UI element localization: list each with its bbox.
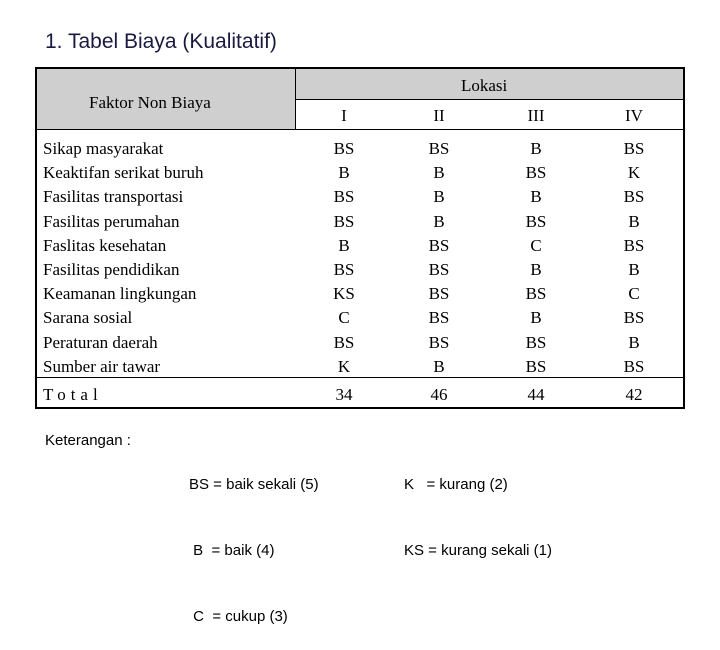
rating-cell: K xyxy=(337,356,351,376)
rating-cell: B xyxy=(628,332,640,352)
location-header: Lokasi xyxy=(461,76,508,95)
factor-label: Keamanan lingkungan xyxy=(43,284,197,304)
rating-cell: BS xyxy=(525,211,547,231)
rating-cell: B xyxy=(628,260,640,280)
cost-table xyxy=(35,67,685,409)
header-rule xyxy=(295,99,683,100)
total-value: 34 xyxy=(335,385,353,404)
rating-cell: BS xyxy=(525,284,547,304)
legend-entry: KS = kurang sekali (1) xyxy=(404,542,552,559)
rating-cell: BS xyxy=(623,187,645,207)
rating-cell: BS xyxy=(623,235,645,255)
rating-cell: BS xyxy=(333,139,355,158)
factor-list xyxy=(43,137,204,379)
rating-cell: BS xyxy=(525,332,547,352)
rating-cell: BS xyxy=(428,260,450,280)
rating-cell: B xyxy=(530,187,542,207)
legend-entry: K = kurang (2) xyxy=(404,476,508,493)
ratings-column-iv xyxy=(604,137,664,379)
rating-cell: BS xyxy=(623,356,645,376)
ratings-column-iii xyxy=(506,137,566,379)
column-header-i: I xyxy=(341,106,347,125)
total-value: 42 xyxy=(625,385,643,404)
rating-cell: BS xyxy=(525,163,547,183)
rating-cell: B xyxy=(433,356,445,376)
column-header-iv: IV xyxy=(625,106,643,125)
page-title: 1. Tabel Biaya (Kualitatif) xyxy=(45,30,277,53)
rating-cell: C xyxy=(628,284,640,304)
column-header-ii: II xyxy=(433,106,445,125)
legend-entry: BS = baik sekali (5) xyxy=(189,476,319,493)
rating-cell: C xyxy=(530,235,542,255)
rating-cell: BS xyxy=(428,308,450,328)
rating-cell: B xyxy=(530,260,542,280)
rating-cell: BS xyxy=(428,284,450,304)
total-value: 46 xyxy=(430,385,448,404)
rating-cell: BS xyxy=(333,187,355,207)
rating-cell: B xyxy=(338,235,350,255)
factor-label: Fasilitas pendidikan xyxy=(43,260,180,280)
header-bottom-rule xyxy=(37,129,683,130)
rating-cell: BS xyxy=(428,235,450,255)
factor-label: Keaktifan serikat buruh xyxy=(43,163,204,183)
rating-cell: BS xyxy=(623,139,645,158)
factor-label: Sikap masyarakat xyxy=(43,139,164,158)
rating-cell: BS xyxy=(428,139,450,158)
ratings-column-ii xyxy=(409,137,469,379)
legend-entry: B = baik (4) xyxy=(189,542,275,559)
rating-cell: B xyxy=(530,139,542,158)
factor-label: Fasilitas transportasi xyxy=(43,187,184,207)
legend-right xyxy=(404,430,552,584)
total-value: 44 xyxy=(527,385,545,404)
legend-heading: Keterangan : xyxy=(45,432,131,449)
rating-cell: B xyxy=(433,187,445,207)
factor-label: Sumber air tawar xyxy=(43,356,161,376)
rating-cell: B xyxy=(433,163,445,183)
rating-cell: K xyxy=(627,163,641,183)
factor-label: Fasilitas perumahan xyxy=(43,211,180,231)
factor-header: Faktor Non Biaya xyxy=(89,93,211,112)
rating-cell: KS xyxy=(333,284,355,304)
rating-cell: BS xyxy=(623,308,645,328)
rating-cell: BS xyxy=(333,332,355,352)
legend-left xyxy=(189,430,319,650)
ratings-column-i xyxy=(314,137,374,379)
factor-label: Faslitas kesehatan xyxy=(43,235,167,255)
legend-entry: C = cukup (3) xyxy=(189,608,288,625)
rating-cell: B xyxy=(433,211,445,231)
rating-cell: B xyxy=(628,211,640,231)
total-label: Total xyxy=(43,385,103,404)
factor-label: Peraturan daerah xyxy=(43,332,158,352)
rating-cell: C xyxy=(338,308,350,328)
rating-cell: BS xyxy=(525,356,547,376)
rating-cell: B xyxy=(530,308,542,328)
rating-cell: BS xyxy=(333,211,355,231)
factor-label: Sarana sosial xyxy=(43,308,133,328)
rating-cell: B xyxy=(338,163,350,183)
rating-cell: BS xyxy=(428,332,450,352)
rating-cell: BS xyxy=(333,260,355,280)
column-header-iii: III xyxy=(527,106,545,125)
